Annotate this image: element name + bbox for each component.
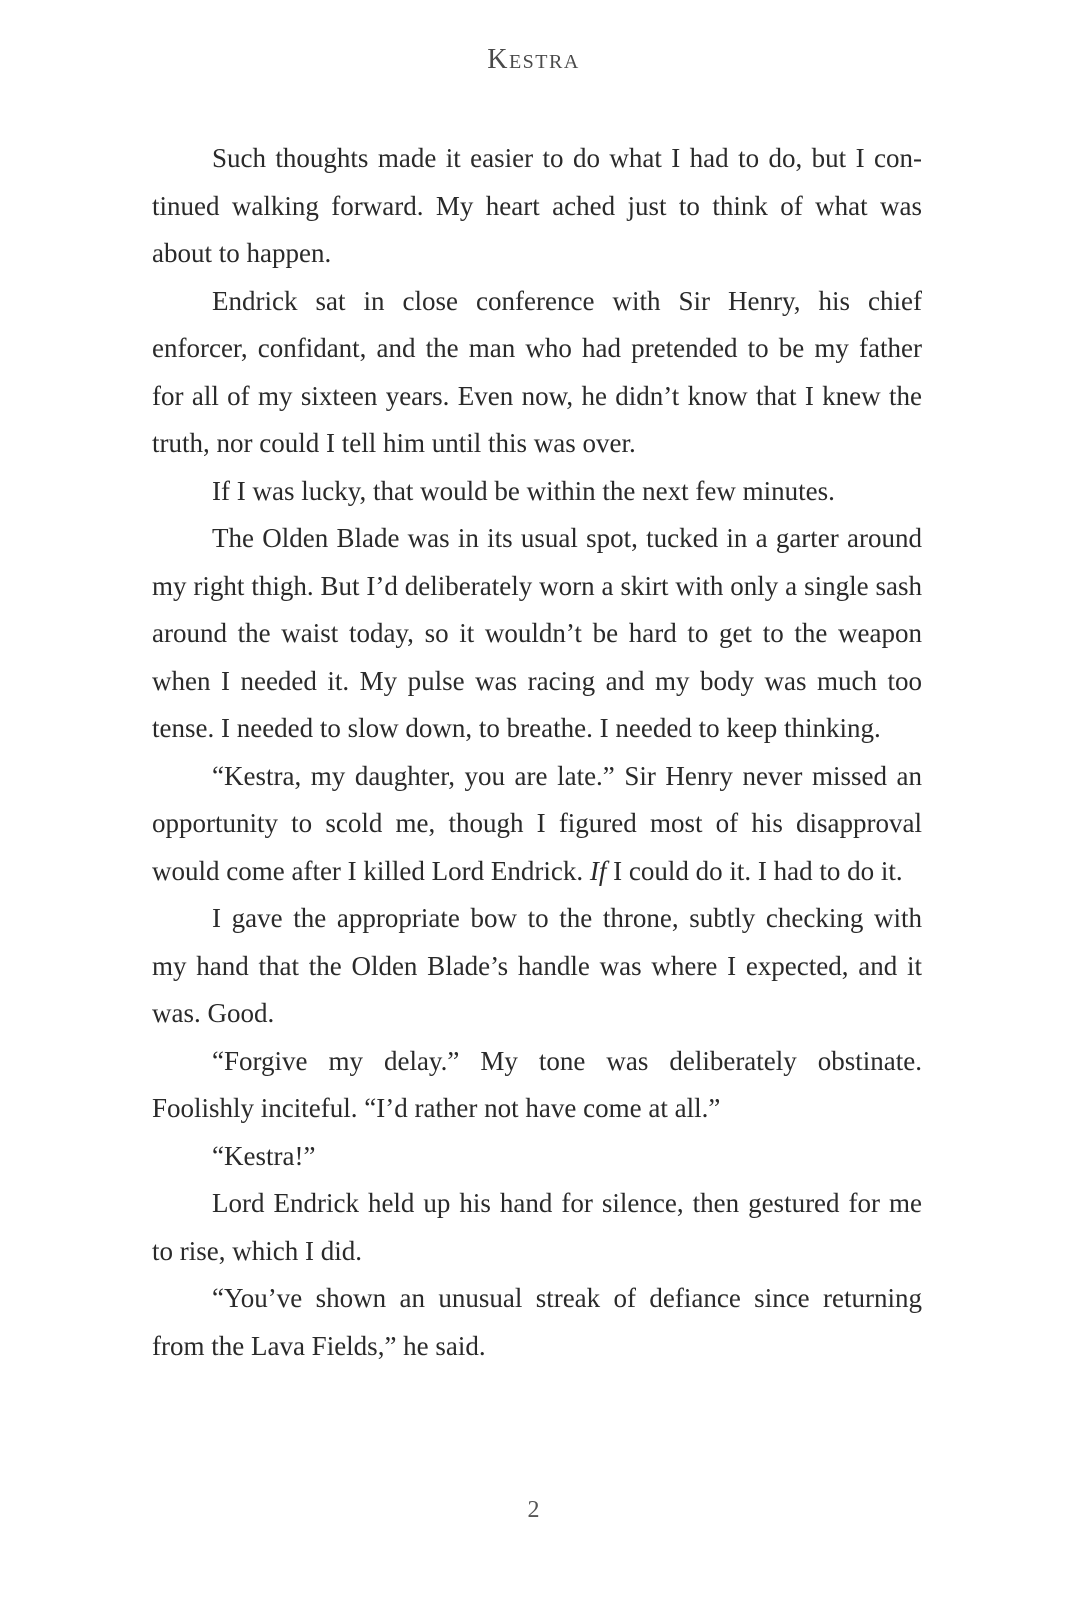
- paragraph: Lord Endrick held up his hand for silence, then gestured for me to rise, which I did.: [152, 1188, 922, 1266]
- paragraph: “Kestra!”: [212, 1140, 316, 1171]
- paragraph-text: I could do it. I had to do it.: [606, 855, 903, 886]
- page-number: 2: [527, 1497, 540, 1523]
- paragraph: The Olden Blade was in its usual spot, tucked in a garter around my right thigh. But I’d deliberately worn a skirt with only a single sash around the waist today, so it wouldn’t be hard to get to the weapon when I needed it. My pulse was racing and my body was much too tense. I needed to slow down, to breathe. I needed to keep thinking.: [152, 523, 922, 743]
- body-text: [152, 135, 922, 1370]
- emphasis-text: If: [589, 855, 607, 886]
- paragraph: Such thoughts made it easier to do what I had to do, but I continued walking forward. My heart ached just to think of what was about to happen.: [152, 143, 922, 268]
- paragraph: If I was lucky, that would be within the next few minutes.: [212, 475, 835, 506]
- running-head: Kestra: [487, 44, 580, 75]
- paragraph: [152, 753, 922, 896]
- paragraph-text: “Kestra, my daughter, you are late.” Sir Henry never missed an opportunity to scold me, though I figured most of his disapproval would come after I killed Lord Endrick.: [152, 760, 922, 886]
- paragraph: Endrick sat in close conference with Sir Henry, his chief enforcer, confidant, and the man who had pretended to be my father for all of my sixteen years. Even now, he didn’t know that I knew the truth, nor could I tell him until this was over.: [152, 285, 922, 458]
- paragraph: “Forgive my delay.” My tone was deliberately obstinate. Foolishly inciteful. “I’d rather not have come at all.”: [152, 1045, 922, 1123]
- paragraph: “You’ve shown an unusual streak of defiance since returning from the Lava Fields,” he said.: [152, 1283, 922, 1361]
- paragraph: I gave the appropriate bow to the throne, subtly checking with my hand that the Olden Blade’s handle was where I expected, and it was. Good.: [152, 903, 922, 1028]
